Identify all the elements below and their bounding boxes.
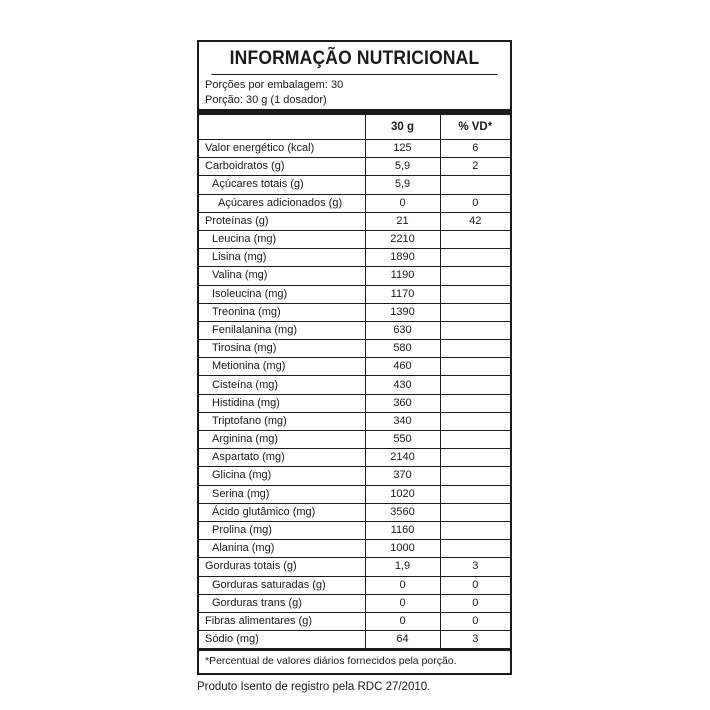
- nutrient-daily-value: [440, 321, 510, 339]
- nutrient-daily-value: [440, 249, 510, 267]
- nutrient-daily-value: 3: [440, 631, 510, 649]
- nutrient-amount: 1170: [365, 285, 440, 303]
- nutrient-amount: 1160: [365, 521, 440, 539]
- nutrient-daily-value: [440, 485, 510, 503]
- nutrition-table: [199, 115, 510, 648]
- nutrient-amount: 1190: [365, 267, 440, 285]
- nutrient-daily-value: 0: [440, 576, 510, 594]
- nutrient-name: Fibras alimentares (g): [199, 612, 365, 630]
- table-row: [199, 230, 510, 248]
- header-amount: 30 g: [365, 115, 440, 140]
- nutrient-amount: 0: [365, 194, 440, 212]
- table-row: [199, 303, 510, 321]
- table-row: [199, 431, 510, 449]
- serving-size: Porção: 30 g (1 dosador): [205, 93, 327, 106]
- nutrient-daily-value: [440, 230, 510, 248]
- table-header-row: [199, 115, 510, 140]
- table-row: [199, 631, 510, 649]
- nutrient-name: Açúcares adicionados (g): [199, 194, 365, 212]
- nutrient-name: Arginina (mg): [199, 431, 365, 449]
- table-row: [199, 340, 510, 358]
- serving-info: [199, 75, 510, 109]
- nutrient-name: Treonina (mg): [199, 303, 365, 321]
- nutrient-daily-value: [440, 285, 510, 303]
- nutrient-daily-value: 2: [440, 158, 510, 176]
- nutrient-amount: 1020: [365, 485, 440, 503]
- nutrient-daily-value: [440, 412, 510, 430]
- nutrient-name: Açúcares totais (g): [199, 176, 365, 194]
- nutrient-amount: 580: [365, 340, 440, 358]
- table-row: [199, 485, 510, 503]
- nutrient-daily-value: [440, 540, 510, 558]
- table-row: [199, 594, 510, 612]
- table-row: [199, 540, 510, 558]
- nutrient-name: Isoleucina (mg): [199, 285, 365, 303]
- table-row: [199, 194, 510, 212]
- nutrient-daily-value: [440, 467, 510, 485]
- nutrient-amount: 1,9: [365, 558, 440, 576]
- nutrient-amount: 125: [365, 140, 440, 158]
- nutrient-name: Aspartato (mg): [199, 449, 365, 467]
- nutrient-name: Valor energético (kcal): [199, 140, 365, 158]
- nutrition-facts-label: [197, 40, 512, 675]
- nutrient-amount: 64: [365, 631, 440, 649]
- nutrient-daily-value: [440, 267, 510, 285]
- table-row: [199, 558, 510, 576]
- nutrient-name: Gorduras trans (g): [199, 594, 365, 612]
- nutrient-amount: 460: [365, 358, 440, 376]
- nutrient-daily-value: [440, 449, 510, 467]
- servings-per-package: Porções por embalagem: 30: [205, 79, 344, 91]
- nutrient-name: Gorduras saturadas (g): [199, 576, 365, 594]
- nutrient-name: Proteínas (g): [199, 212, 365, 230]
- nutrient-amount: 3560: [365, 503, 440, 521]
- nutrient-amount: 1390: [365, 303, 440, 321]
- nutrient-daily-value: [440, 376, 510, 394]
- nutrient-name: Triptofano (mg): [199, 412, 365, 430]
- nutrient-name: Alanina (mg): [199, 540, 365, 558]
- nutrient-daily-value: [440, 176, 510, 194]
- table-row: [199, 394, 510, 412]
- table-row: [199, 176, 510, 194]
- table-row: [199, 249, 510, 267]
- table-row: [199, 449, 510, 467]
- nutrient-daily-value: 0: [440, 194, 510, 212]
- header-daily-value: % VD*: [440, 115, 510, 140]
- nutrient-amount: 21: [365, 212, 440, 230]
- nutrient-name: Lisina (mg): [199, 249, 365, 267]
- table-row: [199, 612, 510, 630]
- table-row: [199, 576, 510, 594]
- table-row: [199, 467, 510, 485]
- table-row: [199, 321, 510, 339]
- nutrient-amount: 430: [365, 376, 440, 394]
- nutrient-name: Fenilalanina (mg): [199, 321, 365, 339]
- nutrient-name: Tirosina (mg): [199, 340, 365, 358]
- table-row: [199, 521, 510, 539]
- nutrient-name: Sódio (mg): [199, 631, 365, 649]
- nutrient-daily-value: [440, 394, 510, 412]
- nutrient-name: Serina (mg): [199, 485, 365, 503]
- nutrient-daily-value: [440, 521, 510, 539]
- nutrient-name: Leucina (mg): [199, 230, 365, 248]
- nutrient-name: Ácido glutâmico (mg): [199, 503, 365, 521]
- nutrient-daily-value: [440, 358, 510, 376]
- nutrient-daily-value: [440, 503, 510, 521]
- nutrient-daily-value: [440, 303, 510, 321]
- nutrient-amount: 630: [365, 321, 440, 339]
- registration-note: Produto Isento de registro pela RDC 27/2010.: [197, 681, 431, 693]
- nutrient-amount: 360: [365, 394, 440, 412]
- nutrient-amount: 2140: [365, 449, 440, 467]
- nutrient-name: Gorduras totais (g): [199, 558, 365, 576]
- nutrition-rows: [199, 140, 510, 649]
- table-row: [199, 140, 510, 158]
- nutrient-daily-value: [440, 431, 510, 449]
- nutrient-daily-value: 0: [440, 594, 510, 612]
- label-title: INFORMAÇÃO NUTRICIONAL: [211, 42, 497, 75]
- nutrient-name: Carboidratos (g): [199, 158, 365, 176]
- nutrient-name: Cisteína (mg): [199, 376, 365, 394]
- nutrient-name: Glicina (mg): [199, 467, 365, 485]
- nutrient-daily-value: 42: [440, 212, 510, 230]
- nutrient-amount: 0: [365, 612, 440, 630]
- nutrient-amount: 370: [365, 467, 440, 485]
- nutrient-amount: 2210: [365, 230, 440, 248]
- nutrient-amount: 0: [365, 576, 440, 594]
- nutrient-name: Valina (mg): [199, 267, 365, 285]
- nutrient-amount: 5,9: [365, 158, 440, 176]
- table-row: [199, 158, 510, 176]
- table-row: [199, 412, 510, 430]
- nutrient-name: Histidina (mg): [199, 394, 365, 412]
- nutrient-amount: 1000: [365, 540, 440, 558]
- table-row: [199, 376, 510, 394]
- header-blank: [199, 115, 365, 140]
- table-row: [199, 503, 510, 521]
- nutrient-daily-value: 6: [440, 140, 510, 158]
- nutrient-amount: 1890: [365, 249, 440, 267]
- nutrient-amount: 340: [365, 412, 440, 430]
- footnote: *Percentual de valores diários fornecidos pela porção.: [199, 648, 510, 673]
- nutrient-daily-value: 3: [440, 558, 510, 576]
- nutrient-name: Metionina (mg): [199, 358, 365, 376]
- nutrient-daily-value: [440, 340, 510, 358]
- nutrient-amount: 550: [365, 431, 440, 449]
- table-row: [199, 267, 510, 285]
- table-row: [199, 358, 510, 376]
- table-row: [199, 285, 510, 303]
- nutrient-amount: 5,9: [365, 176, 440, 194]
- nutrient-amount: 0: [365, 594, 440, 612]
- nutrient-daily-value: 0: [440, 612, 510, 630]
- nutrient-name: Prolina (mg): [199, 521, 365, 539]
- table-row: [199, 212, 510, 230]
